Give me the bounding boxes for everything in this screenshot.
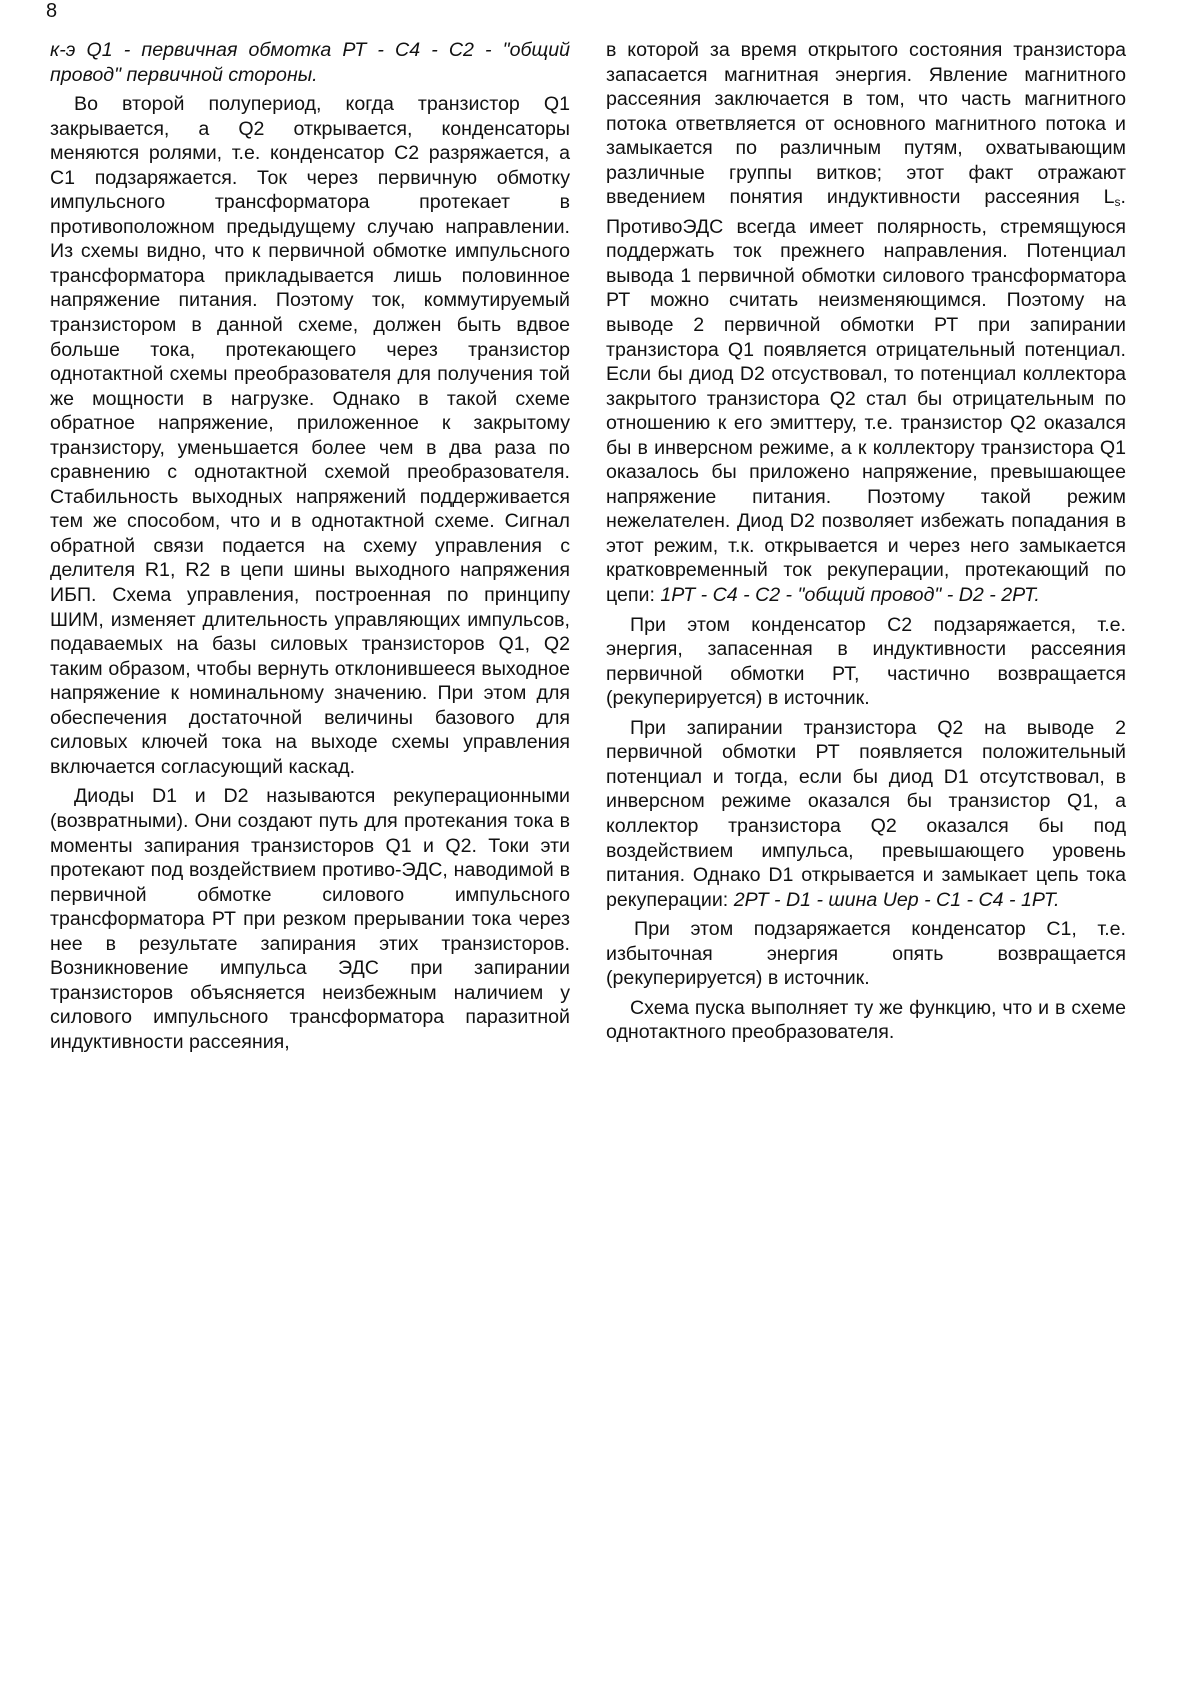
paragraph-leakage-inductance (606, 38, 1126, 608)
paragraph-q2-turnoff (606, 716, 1126, 912)
paragraph-recuperation-diodes: Диоды D1 и D2 называются рекуперационными (возвратными). Они создают путь для протекания тока в моменты запирания транзисторов Q1 и Q2. Токи эти протекают под воздействием противо-ЭДС, наводимой в первичной обмотке силового импульсного трансформатора РТ при резком прерывании тока через нее в результате запирания этих транзисторов. Возникновение импульса ЭДС при запирании транзисторов объясняется неизбежным наличием у силового импульсного трансформатора паразитной индуктивности рассеяния, (50, 785, 570, 1053)
leakage-text-b: . ПротивоЭДС всегда имеет полярность, стремящуюся поддержать ток прежнего направления. Потенциал вывода 1 первичной обмотки силового трансформатора РТ можно считать неизменяющимся. Поэтому на выводе 2 первичной обмотки РТ при запирании транзистора Q1 появляется отрицательный потенциал. Если бы диод D2 отсуствовал, то потенциал коллектора закрытого транзистора Q2 стал бы отрицательным по отношению к его эмиттеру, т.е. транзистор Q2 оказался бы в инверсном режиме, а к коллектору транзистора Q1 оказалось бы приложено напряжение, превышающее напряжение питания. Поэтому такой режим нежелателен. Диод D2 позволяет избежать попадания в этот режим, т.к. открывается и через него замыкается кратковременный ток рекуперации, протекающий по цепи: (606, 186, 1126, 607)
paragraph-c2-charge: При этом конденсатор С2 подзаряжается, т.е. энергия, запасенная в индуктивности рассеяния первичной обмотки РТ, частично возвращается (рекуперируется) в источник. (606, 613, 1126, 710)
current-path-q1: 1РТ - С4 - С2 - "общий провод" - D2 - 2РТ. (660, 584, 1040, 607)
paragraph-continuation: к-э Q1 - первичная обмотка РТ - С4 - С2 - "общий провод" первичной стороны. (50, 39, 570, 86)
leakage-subscript: s (1114, 195, 1121, 210)
page-number: 8 (46, 0, 58, 22)
paragraph-start-circuit: Схема пуска выполняет ту же функцию, что и в схеме однотактного преобразователя. (606, 996, 1126, 1044)
q2-turnoff-text: При запирании транзистора Q2 на выводе 2 первичной обмотки РТ появляется положительный потенциал и тогда, если бы диод D1 отсутствовал, в инверсном режиме оказался бы транзистор Q1, а коллектор транзистора Q2 оказался бы под воздействием импульса, превышающего уровень питания. Однако D1 открывается и замыкает цепь тока рекуперации: (606, 716, 1126, 911)
left-column (50, 38, 570, 1054)
paragraph-c1-charge: При этом подзаряжается конденсатор С1, т.е. избыточная энергия опять возвращается (рекуперируется) в источник. (606, 918, 1126, 990)
paragraph-second-half-period: Во второй полупериод, когда транзистор Q1 закрывается, а Q2 открывается, конденсаторы меняются ролями, т.е. конденсатор С2 разряжается, а С1 подзаряжается. Ток через первичную обмотку импульсного трансформатора протекает в противоположном предыдущему случаю направлении. Из схемы видно, что к первичной обмотке импульсного трансформатора прикладывается лишь половинное напряжение питания. Поэтому ток, коммутируемый транзистором в данной схеме, должен быть вдвое больше тока, протекающего через транзистор однотактной схемы преобразователя для получения той же мощности в нагрузке. Однако в такой схеме обратное напряжение, приложенное к закрытому транзистору, уменьшается более чем в два раза по сравнению с однотактной схемой преобразователя. Стабильность выходных напряжений поддерживается тем же способом, что и в однотактной схеме. Сигнал обратной связи подается на схему управления с делителя R1, R2 в цепи шины выходного напряжения ИБП. Схема управления, построенная по принципу ШИМ, изменяет длительность управляющих импульсов, подаваемых на базы силовых транзисторов Q1, Q2 таким образом, чтобы вернуть отклонившееся выходное напряжение к номинальному значению. При этом для обеспечения достаточной величины базового для силовых ключей тока на выходе схемы управления включается согласующий каскад. (50, 93, 570, 778)
leakage-text-a: в которой за время открытого состояния транзистора запасается магнитная энергия. Явление магнитного рассеяния заключается в том, что часть магнитного потока ответвляется от основного магнитного потока и замыкается по различным путям, охватывающим различные группы витков; этот факт отражают введением понятия индуктивности рассеяния L (606, 39, 1126, 209)
current-path-q2: 2РТ - D1 - шина Uер - С1 - С4 - 1РТ. (733, 888, 1060, 911)
right-column (606, 38, 1126, 1045)
